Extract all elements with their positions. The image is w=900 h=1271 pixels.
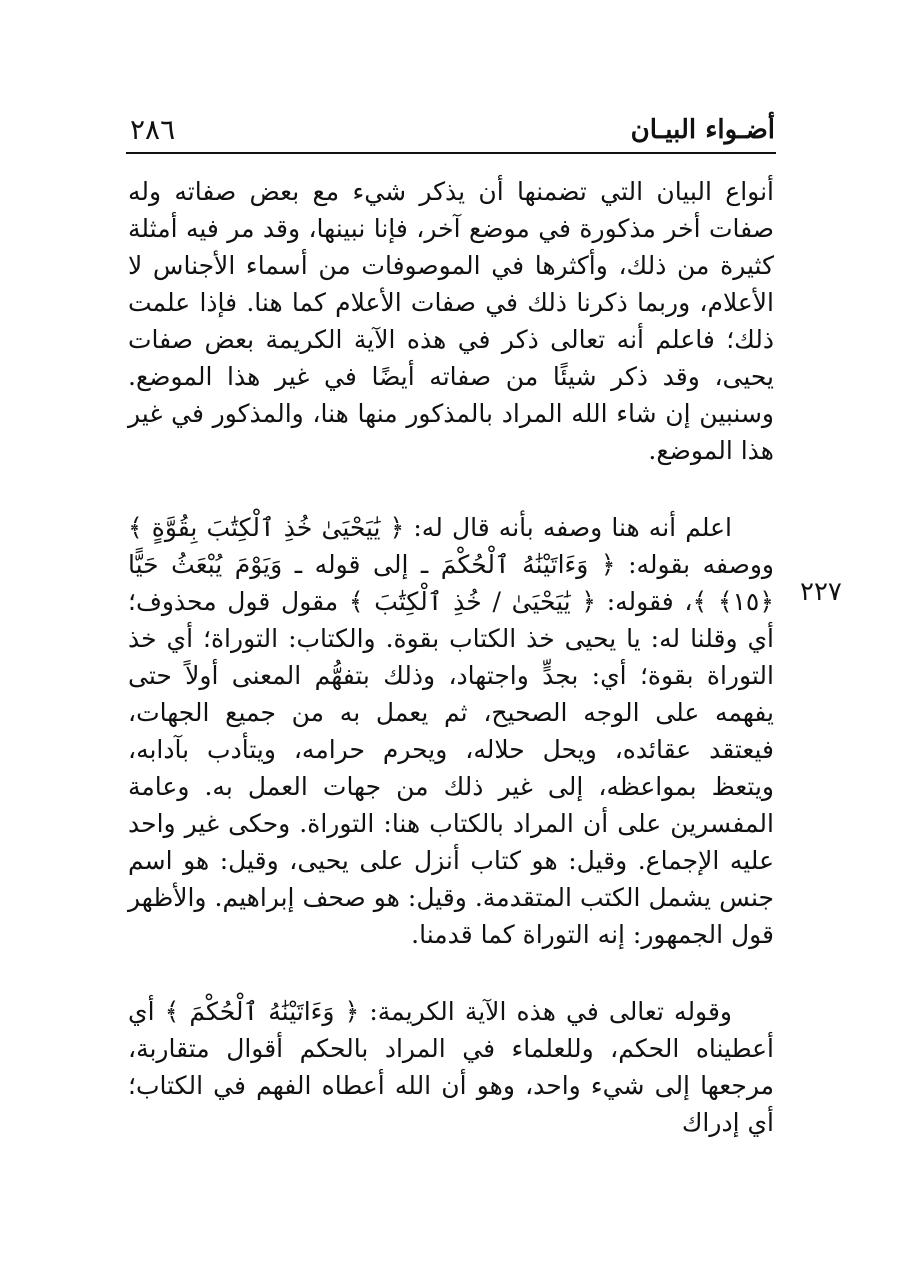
page-header [130,112,775,152]
body-text [128,173,774,1141]
header-rule [126,152,776,154]
page-number: ٢٨٦ [130,113,176,146]
margin-reference-number: ٢٢٧ [800,577,842,607]
paragraph-2: اعلم أنه هنا وصفه بأنه قال له: ﴿ يَٰيَحْيَىٰ خُذِ ٱلْكِتَٰبَ بِقُوَّةٍ ﴾ ووصفه بقوله: ﴿ وَءَاتَيْنَٰهُ ٱلْحُكْمَ ـ إلى قوله ـ وَيَوْمَ يُبْعَثُ حَيًّا ﴿١٥﴾ ﴾، فقوله: ﴿ يَٰيَحْيَىٰ / خُذِ ٱلْكِتَٰبَ ﴾ مقول قول محذوف؛ أي وقلنا له: يا يحيى خذ الكتاب بقوة. والكتاب: التوراة؛ أي خذ التوراة بقوة؛ أي: بجدٍّ واجتهاد، وذلك بتفهُّم المعنى أولاً حتى يفهمه على الوجه الصحيح، ثم يعمل به من جميع الجهات، فيعتقد عقائده، ويحل حلاله، ويحرم حرامه، ويتأدب بآدابه، ويتعظ بمواعظه، إلى غير ذلك من جهات العمل به. وعامة المفسرين على أن المراد بالكتاب هنا: التوراة. وحكى غير واحد عليه الإجماع. وقيل: هو كتاب أنزل على يحيى، وقيل: هو اسم جنس يشمل الكتب المتقدمة. وقيل: هو صحف إبراهيم. والأظهر قول الجمهور: إنه التوراة كما قدمنا. [128,513,774,949]
paragraph-1: أنواع البيان التي تضمنها أن يذكر شيء مع بعض صفاته وله صفات أخر مذكورة في موضع آخر، فإنا نبينها، وقد مر فيه أمثلة كثيرة من ذلك، وأكثرها في الموصوفات من أسماء الأجناس لا الأعلام، وربما ذكرنا ذلك في صفات الأعلام كما هنا. فإذا علمت ذلك؛ فاعلم أنه تعالى ذكر في هذه الآية الكريمة بعض صفات يحيى، وقد ذكر شيئًا من صفاته أيضًا في غير هذا الموضع. وسنبين إن شاء الله المراد بالمذكور منها هنا، والمذكور في غير هذا الموضع. [128,177,774,465]
running-title: أضـواء البيـان [630,115,775,145]
paragraph-3: وقوله تعالى في هذه الآية الكريمة: ﴿ وَءَاتَيْنَٰهُ ٱلْحُكْمَ ﴾ أي أعطيناه الحكم، وللعلماء في المراد بالحكم أقوال متقاربة، مرجعها إلى شيء واحد، وهو أن الله أعطاه الفهم في الكتاب؛ أي إدراك [128,997,774,1137]
